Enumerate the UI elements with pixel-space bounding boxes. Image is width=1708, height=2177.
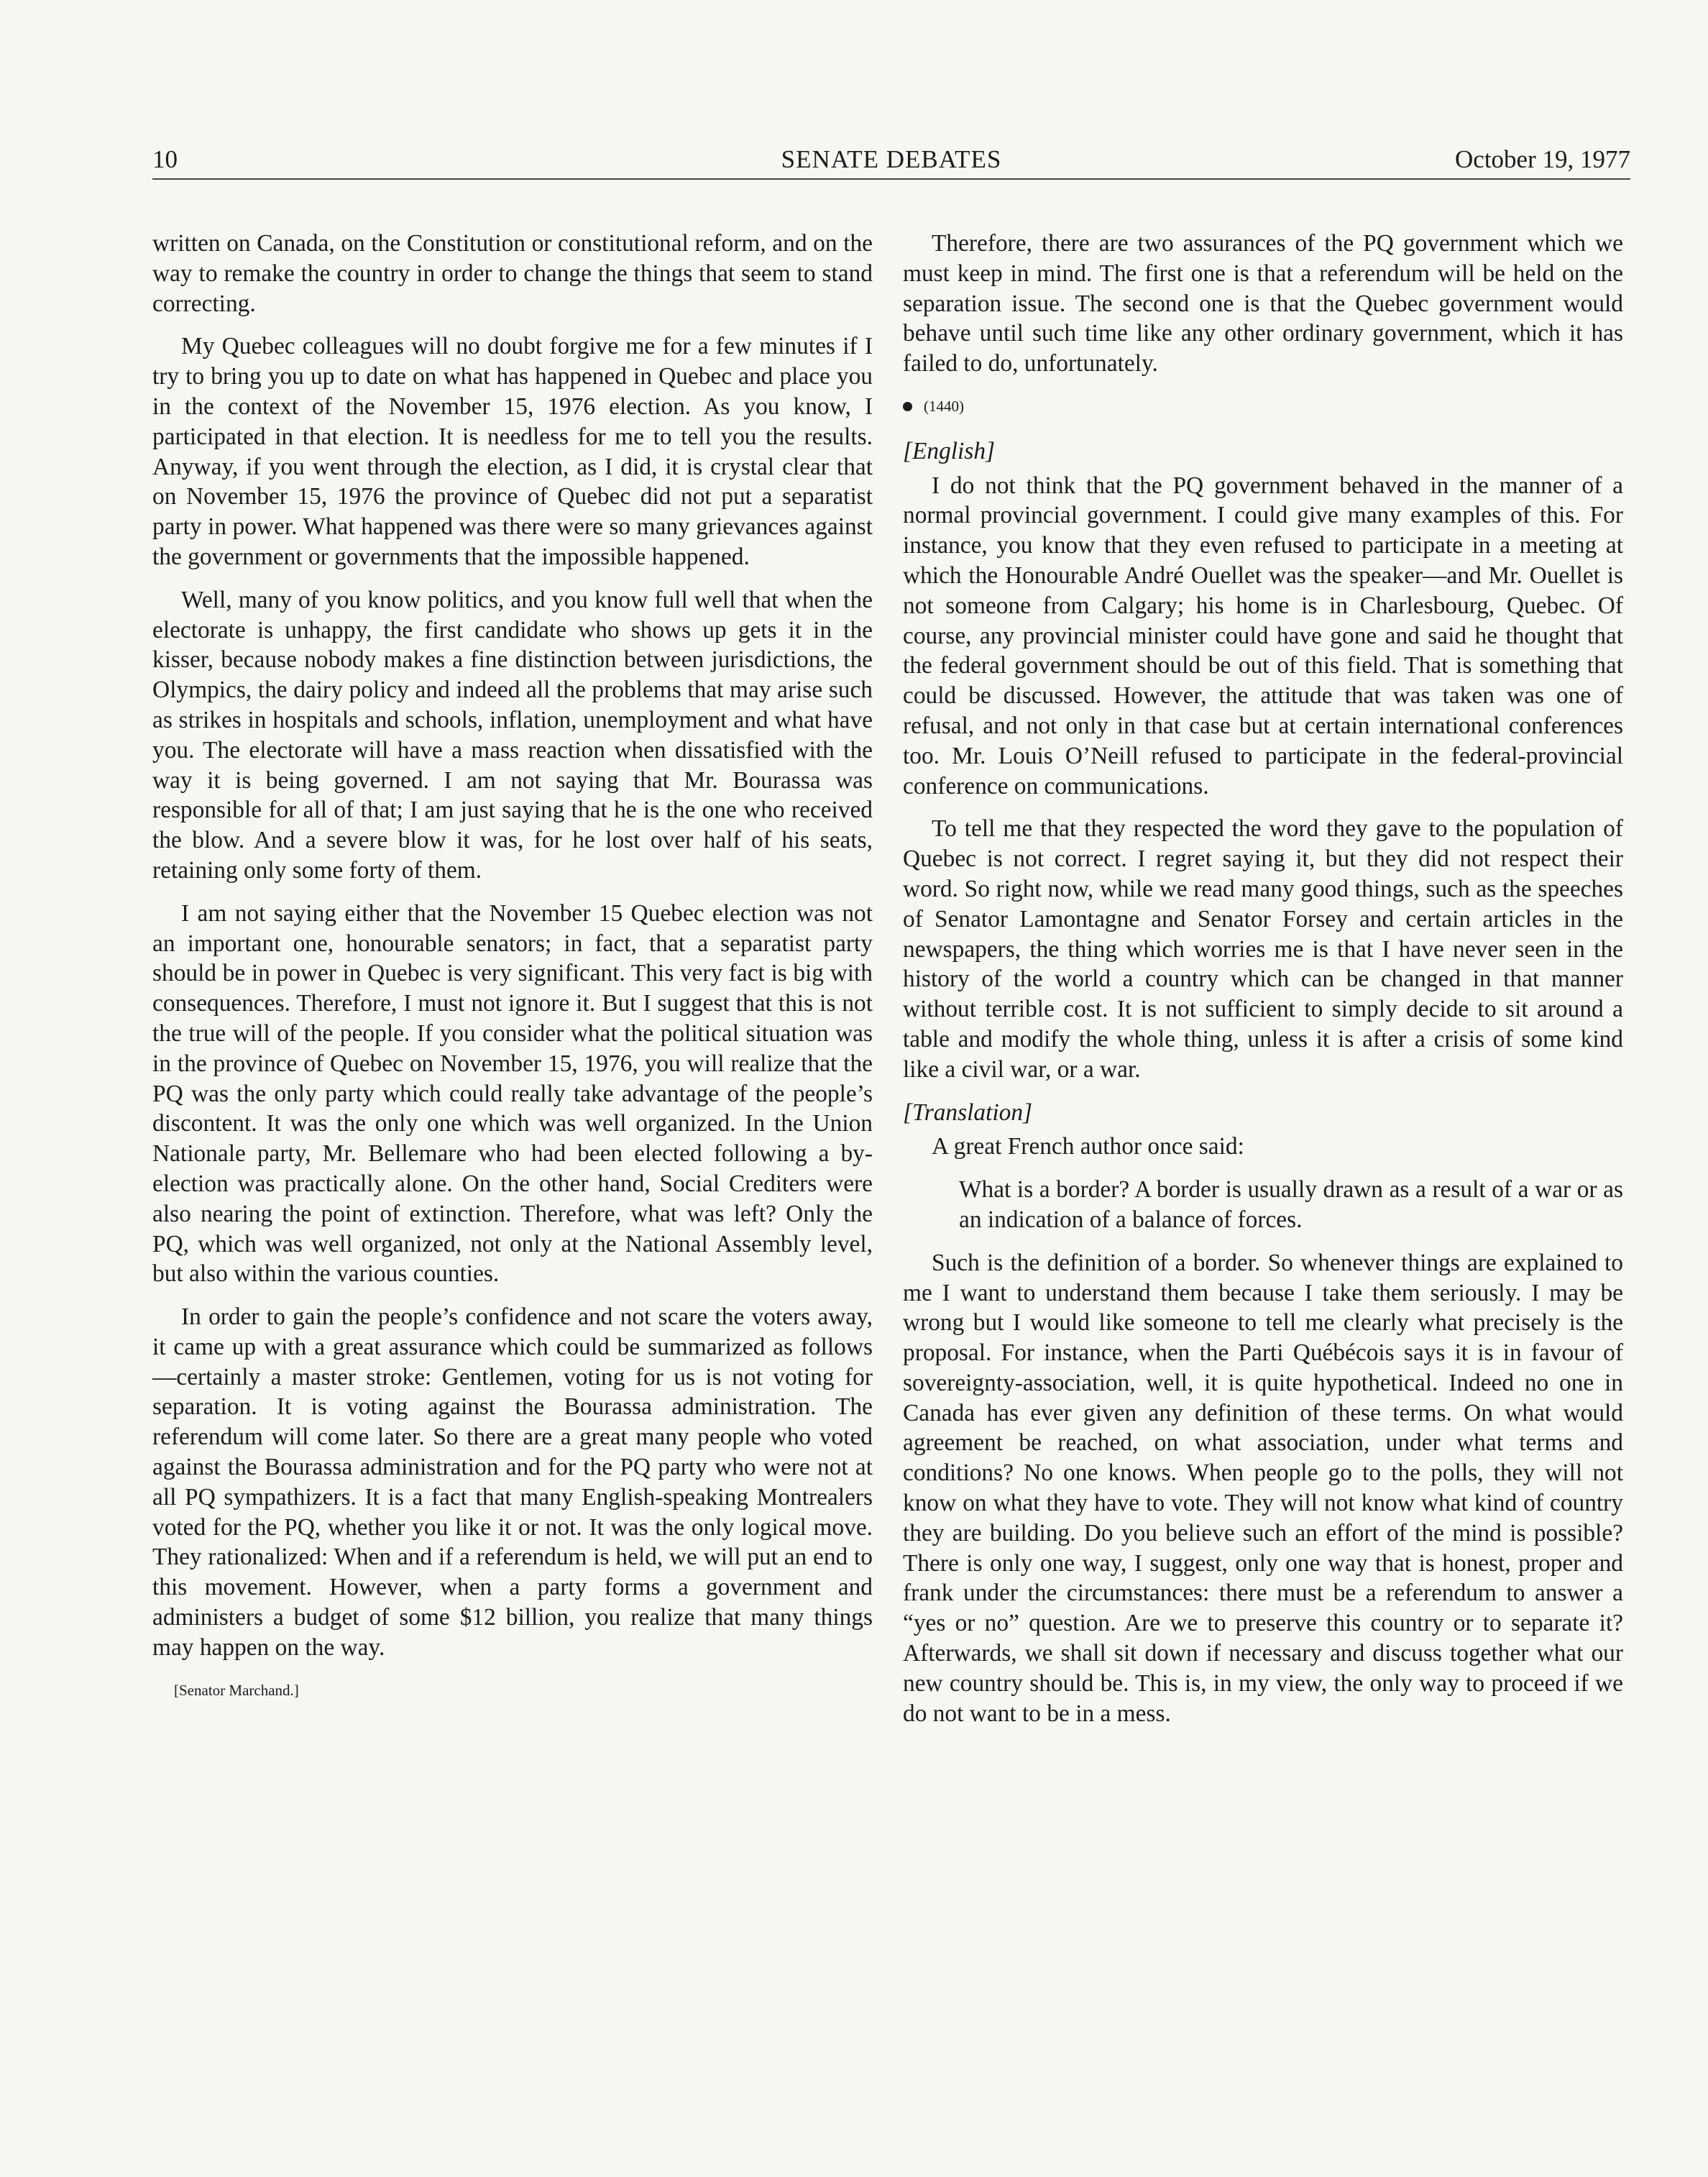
paragraph: My Quebec colleagues will no doubt forgive me for a few minutes if I try to bring you up to date on what has happened in Quebec and place you in the context of the November 15, 1976 election. As you know, I participated in that election. It is needless for me to tell you the results. Anyway, if you went through the election, as I did, it is crystal clear that on November 15, 1976 the province of Quebec did not put a separatist party in power. What happened was there were so many grievances against the government or governments that the impossible happened. — [152, 333, 873, 570]
paragraph: To tell me that they respected the word they gave to the population of Quebec is not correct. I regret saying it, but they did not respect their word. So right now, while we read many good things, such as the speeches of Senator Lamontagne and Senator Forsey and certain articles in the newspapers, the thing which worries me is that I have never seen in the history of the world a country which can be changed in that manner without terrible cost. It is not sufficient to simply decide to sit around a table and modify the whole thing, unless it is after a crisis of some kind like a civil war, or a war. — [903, 815, 1623, 1083]
bullet-icon — [903, 402, 912, 411]
right-column — [903, 229, 1623, 1741]
paragraph: A great French author once said: — [932, 1133, 1244, 1160]
page-number: 10 — [152, 145, 178, 173]
paragraph: I am not saying either that the November 15 Quebec election was not an important one, honourable senators; in fact, that a separatist party should be in power in Quebec is very significant. This very fact is big with consequences. Therefore, I must not ignore it. But I suggest that this is not the true will of the people. If you consider what the political situation was in the province of Quebec on November 15, 1976, you will realize that the PQ was the only party which could really take advantage of the people’s discontent. It was the only one which was well organized. In the Union Nationale party, Mr. Bellemare who had been elected following a by-election was practically alone. On the other hand, Social Crediters were also nearing the point of extinction. Therefore, what was left? Only the PQ, which was well organized, not only at the National Assembly level, but also within the various counties. — [152, 899, 873, 1288]
paragraph: written on Canada, on the Constitution or constitutional reform, and on the way to remake the country in order to change the things that seem to stand correcting. — [152, 230, 873, 317]
paragraph: Therefore, there are two assurances of the PQ government which we must keep in mind. The first one is that a referendum will be held on the separation issue. The second one is that the Quebec government would behave until such time like any other ordinary government, which it has failed to do, unfortunately. — [903, 230, 1623, 377]
speaker-note: [Senator Marchand.] — [174, 1681, 299, 1699]
block-quote: What is a border? A border is usually drawn as a result of a war or as an indication of a balance of forces. — [959, 1176, 1623, 1233]
publication-title: SENATE DEBATES — [781, 145, 1002, 173]
publication-date: October 19, 1977 — [1455, 145, 1630, 173]
language-marker: [English] — [903, 437, 996, 464]
paragraph: Such is the definition of a border. So whenever things are explained to me I want to understand them because I take them seriously. I may be wrong but I would like someone to tell me clearly what precisely is the proposal. For instance, when the Parti Québécois says it is in favour of sovereignty-association, well, it is quite hypothetical. Indeed no one in Canada has ever given any definition of these terms. On what would agreement be reached, on what association, under what terms and conditions? No one knows. When people go to the polls, they will not know on what they have to vote. They will not know what kind of country they are building. Do you believe such an effort of the mind is possible? There is only one way, I suggest, only one way that is honest, proper and frank under the circumstances: there must be a referendum to answer a “yes or no” question. Are we to preserve this country or to separate it? Afterwards, we shall sit down if necessary and discuss together what our new country should be. This is, in my view, the only way to proceed if we do not want to be in a mess. — [903, 1249, 1623, 1727]
time-marker — [903, 392, 1623, 422]
page-header — [152, 142, 1630, 180]
left-column — [152, 229, 873, 1705]
paragraph: Well, many of you know politics, and you know full well that when the electorate is unhappy, the first candidate who shows up gets it in the kisser, because nobody makes a fine distinction between jurisdictions, the Olympics, the dairy policy and indeed all the problems that may arise such as strikes in hospitals and schools, inflation, unemployment and what have you. The electorate will have a mass reaction when dissatisfied with the way it is being governed. I am not saying that Mr. Bourassa was responsible for all of that; I am just saying that he is the one who received the blow. And a severe blow it was, for he lost over half of his seats, retaining only some forty of them. — [152, 586, 873, 884]
language-marker: [Translation] — [903, 1099, 1033, 1126]
time-label: (1440) — [924, 397, 964, 415]
paragraph: In order to gain the people’s confidence and not scare the voters away, it came up with a great assurance which could be summarized as follows—certainly a master stroke: Gentlemen, voting for us is not voting for separation. It is voting against the Bourassa administration. The referendum will come later. So there are a great many people who voted against the Bourassa administration and for the PQ party who were not at all PQ sympathizers. It is a fact that many English-speaking Montrealers voted for the PQ, whether you like it or not. It was the only logical move. They rationalized: When and if a referendum is held, we will put an end to this movement. However, when a party forms a government and administers a budget of some $12 billion, you realize that many things may happen on the way. — [152, 1303, 873, 1661]
paragraph: I do not think that the PQ government behaved in the manner of a normal provincial government. I could give many examples of this. For instance, you know that they even refused to participate in a meeting at which the Honourable André Ouellet was the speaker—and Mr. Ouellet is not someone from Calgary; his home is in Charlesbourg, Quebec. Of course, any provincial minister could have gone and said he thought that the federal government should be out of this field. That is something that could be discussed. However, the attitude that was taken was one of refusal, and not only in that case but at certain international conferences too. Mr. Louis O’Neill refused to participate in the federal-provincial conference on communications. — [903, 472, 1623, 799]
